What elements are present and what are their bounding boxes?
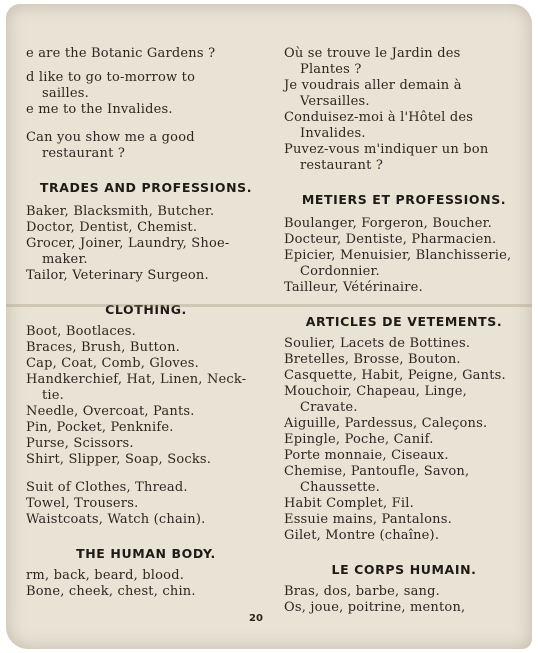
vocab-line: Os, joue, poitrine, menton, (284, 600, 466, 615)
vocab-line: Bras, dos, barbe, sang. (284, 584, 440, 599)
vocab-line: Purse, Scissors. (26, 436, 134, 451)
vocab-line: Waistcoats, Watch (chain). (26, 512, 206, 527)
phrase-line: Je voudrais aller demain à (284, 78, 462, 93)
phrase-line: Où se trouve le Jardin des (284, 46, 461, 61)
vocab-line: Handkerchief, Hat, Linen, Neck- (26, 372, 247, 387)
vocab-line: Grocer, Joiner, Laundry, Shoe- (26, 236, 230, 251)
vocab-line: Cap, Coat, Comb, Gloves. (26, 356, 199, 371)
section-heading-metiers: METIERS ET PROFESSIONS. (301, 192, 507, 207)
vocab-line: Casquette, Habit, Peigne, Gants. (284, 368, 506, 383)
vocab-line: Docteur, Dentiste, Pharmacien. (284, 232, 497, 247)
vocab-line: Boot, Bootlaces. (26, 324, 137, 339)
phrase-line: Puvez-vous m'indiquer un bon (284, 142, 489, 157)
vocab-line: Baker, Blacksmith, Butcher. (26, 204, 215, 219)
vocab-line: Suit of Clothes, Thread. (26, 480, 188, 495)
section-heading-body: THE HUMAN BODY. (76, 546, 216, 561)
vocab-line: Soulier, Lacets de Bottines. (284, 336, 471, 351)
vocab-line: Boulanger, Forgeron, Boucher. (284, 216, 492, 231)
phrasebook-page (6, 4, 532, 649)
vocab-line: Epingle, Poche, Canif. (284, 432, 434, 447)
vocab-line: Pin, Pocket, Penknife. (26, 420, 174, 435)
phrase-line: Plantes ? (300, 62, 362, 77)
phrase-line: Versailles. (300, 94, 370, 109)
vocab-line: Towel, Trousers. (26, 496, 139, 511)
vocab-line: Chemise, Pantoufle, Savon, (284, 464, 470, 479)
vocab-line: Tailleur, Vétérinaire. (284, 280, 423, 295)
vocab-line: Bone, cheek, chest, chin. (26, 584, 196, 599)
page-number: 20 (249, 613, 263, 624)
phrase-line: Invalides. (300, 126, 366, 141)
vocab-line: Gilet, Montre (chaîne). (284, 528, 440, 543)
phrase-line: d like to go to-morrow to (26, 70, 196, 85)
vocab-line: Needle, Overcoat, Pants. (26, 404, 195, 419)
section-heading-trades: TRADES AND PROFESSIONS. (39, 180, 253, 195)
vocab-line: Porte monnaie, Ciseaux. (284, 448, 449, 463)
vocab-line: Aiguille, Pardessus, Caleçons. (284, 416, 488, 431)
vocab-line: tie. (42, 388, 65, 403)
vocab-line: Shirt, Slipper, Soap, Socks. (26, 452, 212, 467)
vocab-line: maker. (42, 252, 88, 267)
vocab-line: Cordonnier. (300, 264, 380, 279)
vocab-line: Chaussette. (300, 480, 380, 495)
vocab-line: Habit Complet, Fil. (284, 496, 414, 511)
phrase-line: e me to the Invalides. (26, 102, 173, 117)
vocab-line: Mouchoir, Chapeau, Linge, (284, 384, 467, 399)
phrase-line: sailles. (42, 86, 89, 101)
vocab-line: Tailor, Veterinary Surgeon. (26, 268, 209, 283)
section-heading-corps: LE CORPS HUMAIN. (331, 562, 477, 577)
phrase-line: e are the Botanic Gardens ? (26, 46, 216, 61)
phrase-line: Can you show me a good (26, 130, 195, 145)
vocab-line: Bretelles, Brosse, Bouton. (284, 352, 461, 367)
phrase-line: Conduisez-moi à l'Hôtel des (284, 110, 474, 125)
vocab-line: Epicier, Menuisier, Blanchisserie, (284, 248, 512, 263)
section-heading-clothing: CLOTHING. (105, 302, 187, 317)
vocab-line: Essuie mains, Pantalons. (284, 512, 452, 527)
phrase-line: restaurant ? (42, 146, 125, 161)
vocab-line: Braces, Brush, Button. (26, 340, 180, 355)
phrase-line: restaurant ? (300, 158, 383, 173)
vocab-line: Cravate. (300, 400, 358, 415)
vocab-line: rm, back, beard, blood. (26, 568, 185, 583)
section-heading-vetements: ARTICLES DE VETEMENTS. (305, 314, 503, 329)
vocab-line: Doctor, Dentist, Chemist. (26, 220, 198, 235)
french-column (284, 46, 524, 616)
english-column (26, 46, 266, 600)
